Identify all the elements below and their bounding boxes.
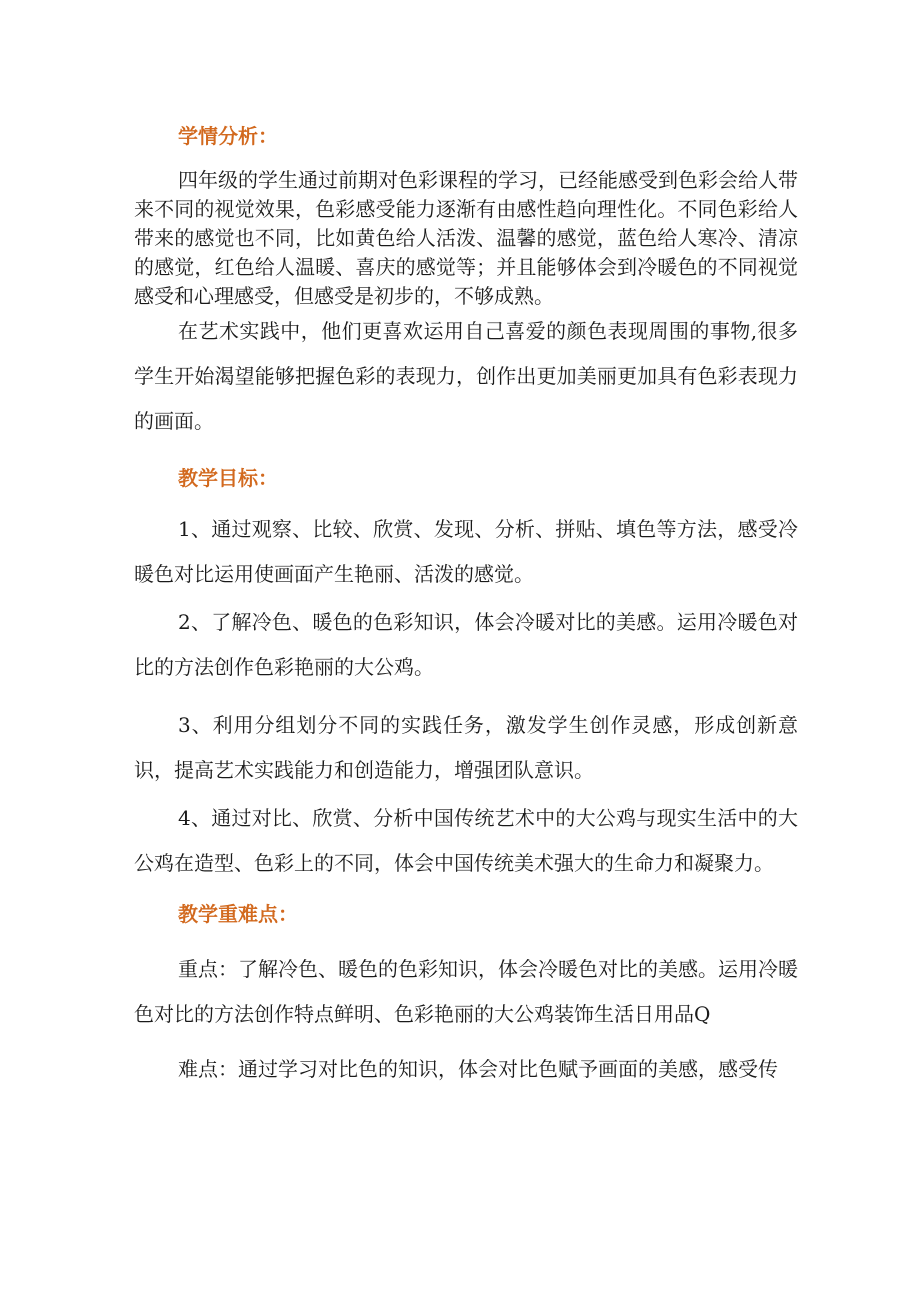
section-heading-key-difficult-points: 教学重难点：	[178, 902, 298, 926]
goal-item-3: 3、利用分组划分不同的实践任务，激发学生创作灵感，形成创新意识，提高艺术实践能力和创造能力，增强团队意识。	[134, 713, 798, 782]
section-heading-teaching-goals: 教学目标：	[178, 466, 278, 490]
paragraph-learning-analysis-2: 在艺术实践中，他们更喜欢运用自己喜爱的颜色表现周围的事物,很多学生开始渴望能够把握色彩的表现力，创作出更加美丽更加具有色彩表现力的画面。	[134, 319, 798, 433]
difficult-point-paragraph: 难点：通过学习对比色的知识，体会对比色赋予画面的美感，感受传	[178, 1057, 778, 1081]
goal-item-2: 2、了解冷色、暖色的色彩知识，体会冷暖对比的美感。运用冷暖色对比的方法创作色彩艳丽的大公鸡。	[134, 610, 798, 679]
goal-item-1: 1、通过观察、比较、欣赏、发现、分析、拼贴、填色等方法，感受冷暖色对比运用使画面产生艳丽、活泼的感觉。	[134, 517, 798, 586]
key-point-paragraph: 重点：了解冷色、暖色的色彩知识，体会冷暖色对比的美感。运用冷暖色对比的方法创作特点鲜明、色彩艳丽的大公鸡装饰生活日用品Q	[134, 957, 798, 1026]
paragraph-learning-analysis-1: 四年级的学生通过前期对色彩课程的学习，已经能感受到色彩会给人带来不同的视觉效果，色彩感受能力逐渐有由感性趋向理性化。不同色彩给人带来的感觉也不同，比如黄色给人活泼、温馨的感觉，蓝色给人寒冷、清凉的感觉，红色给人温暖、喜庆的感觉等；并且能够体会到冷暖色的不同视觉感受和心理感受，但感受是初步的，不够成熟。	[134, 168, 798, 308]
section-heading-learning-analysis: 学情分析：	[178, 124, 278, 148]
goal-item-4: 4、通过对比、欣赏、分析中国传统艺术中的大公鸡与现实生活中的大公鸡在造型、色彩上的不同，体会中国传统美术强大的生命力和凝聚力。	[134, 806, 798, 875]
